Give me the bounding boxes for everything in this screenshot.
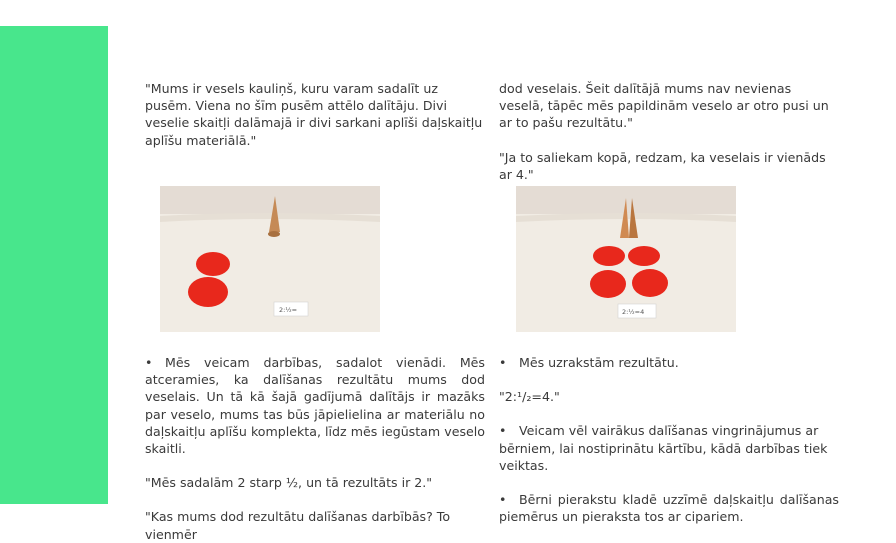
bullet-marker [145, 355, 165, 370]
photo-division-start [160, 186, 380, 332]
red-disc [628, 246, 660, 266]
right-text-bottom [499, 354, 839, 525]
photo-2-illustration [516, 186, 736, 332]
right-bullet-paragraph-3 [499, 491, 839, 525]
right-bullet-paragraph-1 [499, 354, 839, 371]
red-disc [196, 252, 230, 276]
equation-card-text: 2:½=4 [622, 308, 645, 316]
bullet-marker [499, 355, 519, 370]
left-paragraph-4: "Kas mums dod rezultātu dalīšanas darbībās? To vienmēr [145, 509, 451, 542]
bullet-marker [499, 423, 519, 438]
left-bullet-paragraph [145, 354, 485, 457]
photo-wall [160, 186, 380, 216]
right-text-top [499, 80, 839, 183]
left-paragraph-3: "Mēs sadalām 2 starp ½, un tā rezultāts ir 2." [145, 475, 433, 491]
equation-card-text: 2:½= [279, 306, 298, 314]
bullet-marker [499, 492, 519, 507]
right-paragraph-2: "Ja to saliekam kopā, redzam, ka veselais ir vienāds ar 4." [499, 149, 826, 182]
right-paragraph-1: dod veselais. Šeit dalītājā mums nav nevienas veselā, tāpēc mēs papildinām veselo ar otro pusi un ar to pašu rezultātu." [499, 81, 829, 131]
right-bullet-paragraph-2 [499, 422, 839, 474]
red-disc [188, 277, 228, 307]
right-paragraph-3: Mēs uzrakstām rezultātu. [519, 355, 679, 370]
right-paragraph-5: Veicam vēl vairākus dalīšanas vingrinājumus ar bērniem, lai nostiprinātu kārtību, kādā darbības tiek veiktas. [499, 423, 828, 473]
left-paragraph-2: Mēs veicam darbības, sadalot vienādi. Mēs atceramies, ka dalīšanas rezultātu mums dod veselais. Un tā kā šajā gadījumā dalītājs ir mazāks par veselo, mums tas būs jāpielielina ar materiālu no daļskaitļu aplīšu komplekta, līdz mēs iegūstam veselo skaitli. [145, 355, 485, 457]
red-disc [590, 270, 626, 298]
left-text-bottom [145, 354, 485, 543]
right-paragraph-4: "2:¹/₂=4." [499, 389, 560, 405]
red-disc [632, 269, 668, 297]
photo-1-illustration [160, 186, 380, 332]
left-paragraph-1: "Mums ir vesels kauliņš, kuru varam sadalīt uz pusēm. Viena no šīm pusēm attēlo dalītāju. Divi veselie skaitļi dalāmajā ir divi sarkani aplīši daļskaitļu aplīšu materiālā." [145, 81, 483, 148]
left-text-top [145, 80, 485, 149]
right-paragraph-6: Bērni pierakstu kladē uzzīmē daļskaitļu dalīšanas piemērus un pieraksta tos ar cipariem. [499, 492, 839, 525]
green-accent-bar [0, 26, 108, 504]
photo-division-result [516, 186, 736, 332]
red-disc [593, 246, 625, 266]
